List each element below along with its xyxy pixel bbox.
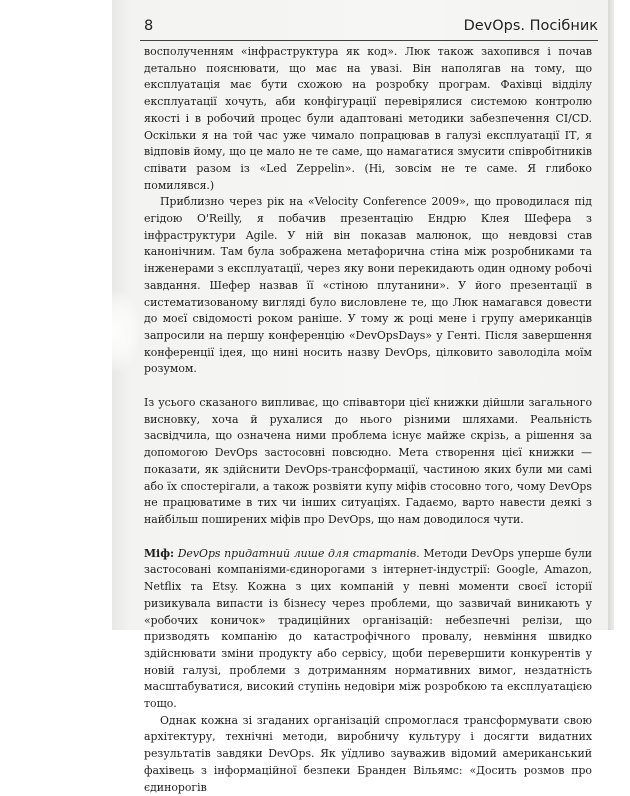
header-rule <box>140 40 598 41</box>
section-break <box>144 378 592 395</box>
paragraph-5: Однак кожна зі згаданих організацій спромоглася трансформувати свою архітектуру, технічні методи, виробничу культуру і досягти видатних результатів завдяки DevOps. Як уїдливо зауважив відомий американський фахівець з інформаційної безпеки Бранден Вільямс: «Досить розмов про єдинорогів <box>144 713 592 794</box>
myth-text: Методи DevOps уперше були застосовані компаніями-єдинорогами з інтернет-індустрії: Google, Amazon, Netflix та Etsy. Кожна з цих компаній у певні моменти своєї історії ризикувала випасти із бізнесу через проблеми, що зазвичай виникають у «робочих коничок» традиційних організацій: небезпечні релізи, що призводять компанію до катастрофічного провалу, невміння швидко здійснювати зміни продукту або сервісу, щоби перевершити конкурентів у новій галузі, проблеми з дотриманням нормативних вимог, нездатність масштабуватися, високий ступінь недовіри між розробкою та експлуатацією тощо. <box>144 546 593 711</box>
page-number: 8 <box>144 18 154 34</box>
paragraph-2: Приблизно через рік на «Velocity Conference 2009», що проводилася під егідою O'Reilly, я побачив презентацію Ендрю Клея Шефера з інфраструктури Agile. У ній він показав малюнок, що невдовзі став канонічним. Там була зображена метафорична стіна між розробниками та інженерами з експлуатації, через яку вони перекидають один одному робочі завдання. Шефер назвав її «стіною плутанини». У його презентації в систематизованому вигляді було висловлене те, що Люк намагався довести до моєї свідомості роком раніше. У тому ж році мене і групу американців запросили на першу конференцію «DevOpsDays» у Генті. Після завершення конференції ідея, що нині носить назву DevOps, цілковито заволоділа моїм розумом. <box>144 195 592 376</box>
myth-title: DevOps придатний лише для стартапів. <box>177 546 420 560</box>
paragraph-1: восполученням «інфраструктура як код». Люк також захопився і почав детально пояснювати, що має на увазі. Він наполягав на тому, що експлуатація має бути схожою на розробку програм. Фахівці відділу експлуатації хочуть, аби конфігурації перевірялися системою контролю якості і в робочий процес були адаптовані методики забезпечення CI/CD. Оскільки я на той час уже чимало попрацював в галузі експлуатації ІТ, я відповів йому, що це мало не те саме, що намагатися змусити співробітників співати разом із «Led Zeppelin». (Ні, зовсім не те саме. Я глибоко помилявся.) <box>144 45 592 192</box>
section-break <box>144 529 592 546</box>
page-edge <box>608 0 614 630</box>
paragraph-3: Із усього сказаного випливає, що співавтори цієї книжки дійшли загального висновку, хоча й рухалися до нього різними шляхами. Реальність засвідчила, що означена ними проблема існує майже скрізь, а рішення за допомогою DevOps застосовні повсюдно. Мета створення цієї книжки — показати, як здійснити DevOps-трансформації, частиною яких були ми самі або їх спостерігали, а також розвіяти купу міфів стосовно того, чому DevOps не працюватиме в тих чи інших ситуаціях. Гадаємо, варто навести деякі з найбільш поширених міфів про DevOps, що нам доводилося чути. <box>144 396 592 526</box>
running-head: DevOps. Посібник <box>463 18 598 34</box>
myth-label: Міф: <box>144 546 175 560</box>
paragraph-myth <box>144 546 592 713</box>
page-body <box>144 44 592 796</box>
light-glare <box>88 290 140 372</box>
